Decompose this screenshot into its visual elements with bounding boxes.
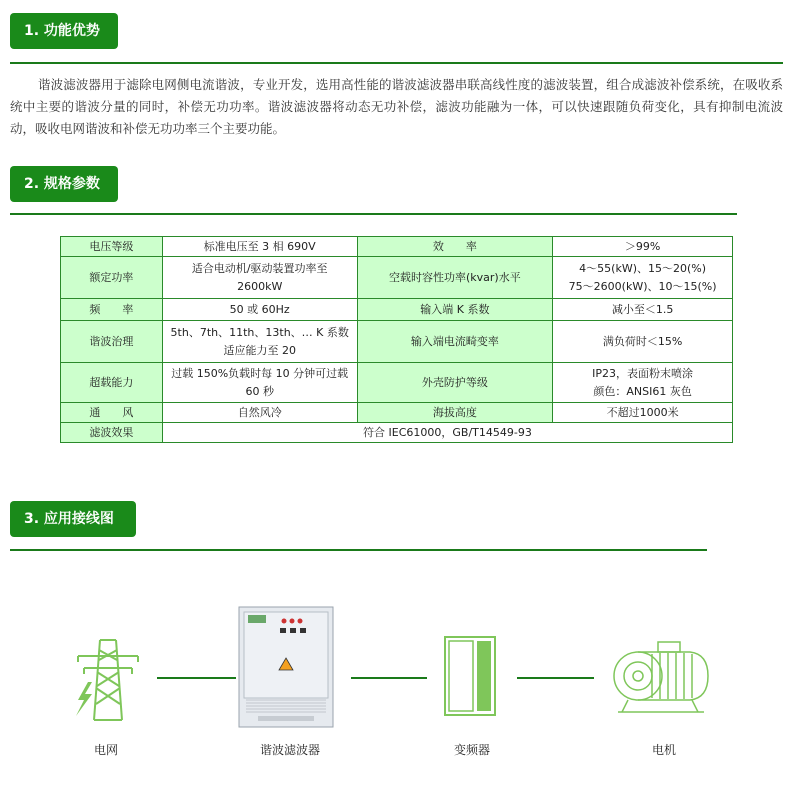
spec-value	[553, 257, 733, 299]
spec-label: 谐波治理	[61, 321, 163, 363]
spec-value: 不超过1000米	[553, 403, 733, 423]
spec-value-line: 2600kW	[237, 279, 283, 293]
spec-value-line: 75～2600(kW)、10～15(%)	[568, 279, 717, 293]
spec-value: 满负荷时＜15%	[553, 321, 733, 363]
section-title-function: 1. 功能优势	[10, 13, 118, 49]
spec-label: 超载能力	[61, 363, 163, 403]
filter-label: 谐波滤波器	[260, 743, 321, 757]
table-row	[61, 423, 733, 443]
section-title-spec: 2. 规格参数	[10, 166, 118, 202]
spec-label: 频 率	[61, 299, 163, 321]
connection-line	[351, 677, 427, 679]
table-row	[61, 363, 733, 403]
intro-paragraph: 谐波滤波器用于滤除电网侧电流谐波，专业开发，选用高性能的谐波滤波器串联高线性度的滤波装置，组合成滤波补偿系统，在吸收系统中主要的谐波分量的同时，补偿无功功率。谐波滤波器将动态无功补偿，滤波功能融为一体，可以快速跟随负荷变化，具有抑制电流波动，吸收电网谐波和补偿无功功率三个主要功能。	[10, 77, 783, 136]
spec-label: 效 率	[357, 237, 553, 257]
spec-value: ＞99%	[553, 237, 733, 257]
spec-label: 通 风	[61, 403, 163, 423]
table-row	[61, 299, 733, 321]
spec-label: 输入端 K 系数	[357, 299, 553, 321]
spec-value: 标准电压至 3 相 690V	[162, 237, 357, 257]
spec-value: 50 或 60Hz	[162, 299, 357, 321]
spec-value-line: 5th、7th、11th、13th、… K 系数	[170, 325, 349, 339]
filter-cabinet-icon	[238, 606, 334, 728]
spec-value-line: 4～55(kW)、15～20(%)	[579, 261, 707, 275]
spec-value-line: 适合电动机/驱动装置功率至	[191, 261, 328, 275]
spec-value-line: 过载 150%负载时每 10 分钟可过载	[171, 366, 349, 380]
spec-label: 滤波效果	[61, 423, 163, 443]
spec-value: 自然风冷	[162, 403, 357, 423]
table-row	[61, 257, 733, 299]
spec-value	[162, 257, 357, 299]
connection-line	[517, 677, 594, 679]
spec-label: 输入端电流畸变率	[357, 321, 553, 363]
spec-value	[162, 321, 357, 363]
motor-label: 电机	[652, 743, 677, 757]
table-row	[61, 321, 733, 363]
spec-label: 外壳防护等级	[357, 363, 553, 403]
motor-icon	[608, 640, 716, 716]
spec-value-line: IP23，表面粉末喷涂	[592, 366, 694, 380]
spec-value-line: 适应能力至 20	[223, 343, 296, 357]
spec-label: 电压等级	[61, 237, 163, 257]
section-divider	[10, 62, 783, 64]
table-row	[61, 403, 733, 423]
section-divider	[10, 549, 707, 551]
section-title-wiring: 3. 应用接线图	[10, 501, 136, 537]
spec-value	[162, 363, 357, 403]
spec-label: 空载时容性功率(kvar)水平	[357, 257, 553, 299]
spec-value-line: 颜色：ANSI61 灰色	[593, 384, 692, 398]
spec-value: 减小至＜1.5	[553, 299, 733, 321]
section-divider	[10, 213, 737, 215]
inverter-icon	[444, 636, 496, 716]
spec-value-line: 60 秒	[245, 384, 274, 398]
spec-label: 海拔高度	[357, 403, 553, 423]
spec-table	[60, 236, 733, 443]
grid-label: 电网	[94, 743, 119, 757]
power-tower-icon	[70, 638, 146, 722]
spec-label: 额定功率	[61, 257, 163, 299]
spec-value: 符合 IEC61000，GB/T14549-93	[162, 423, 732, 443]
connection-line	[157, 677, 236, 679]
table-row	[61, 237, 733, 257]
spec-value	[553, 363, 733, 403]
inverter-label: 变频器	[454, 743, 491, 757]
